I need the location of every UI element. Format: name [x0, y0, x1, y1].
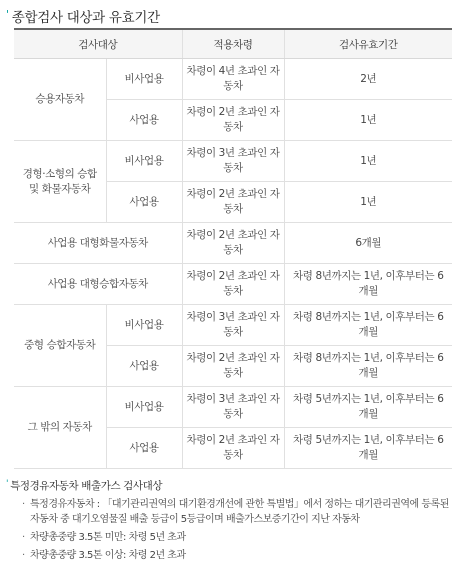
sub-cell: 비사업용	[106, 59, 182, 100]
notes-list	[22, 497, 454, 566]
title-marker-icon: '	[6, 8, 9, 21]
table-row	[14, 141, 452, 182]
valid-cell: 차령 8년까지는 1년, 이후부터는 6개월	[284, 264, 452, 305]
group-cell: 경형·소형의 승합 및 화물자동차	[14, 141, 106, 223]
list-item: · 차량총중량 3.5톤 미만: 차령 5년 초과	[22, 530, 454, 545]
header-valid: 검사유효기간	[284, 29, 452, 59]
valid-cell: 1년	[284, 100, 452, 141]
table-row	[14, 59, 452, 100]
valid-cell: 차령 8년까지는 1년, 이후부터는 6개월	[284, 346, 452, 387]
page-title-text: 종합검사 대상과 유효기간	[11, 10, 160, 26]
target-cell: 사업용 대형승합자동차	[14, 264, 182, 305]
age-cell: 차령이 2년 초과인 자동차	[182, 100, 284, 141]
list-item: · 차량총중량 3.5톤 이상: 차령 2년 초과	[22, 548, 454, 563]
group-cell: 승용자동차	[14, 59, 106, 141]
table-row	[14, 387, 452, 428]
age-cell: 차령이 2년 초과인 자동차	[182, 346, 284, 387]
valid-cell: 차령 8년까지는 1년, 이후부터는 6개월	[284, 305, 452, 346]
group-cell: 그 밖의 자동차	[14, 387, 106, 469]
valid-cell: 차령 5년까지는 1년, 이후부터는 6개월	[284, 387, 452, 428]
valid-cell: 1년	[284, 141, 452, 182]
group-cell: 중형 승합자동차	[14, 305, 106, 387]
age-cell: 차령이 3년 초과인 자동차	[182, 141, 284, 182]
section-heading	[6, 478, 162, 493]
age-cell: 차령이 4년 초과인 자동차	[182, 59, 284, 100]
header-age: 적용차령	[182, 29, 284, 59]
valid-cell: 1년	[284, 182, 452, 223]
age-cell: 차령이 3년 초과인 자동차	[182, 387, 284, 428]
age-cell: 차령이 3년 초과인 자동차	[182, 305, 284, 346]
valid-cell: 6개월	[284, 223, 452, 264]
sub-cell: 사업용	[106, 182, 182, 223]
section-heading-text: 특정경유자동차 배출가스 검사대상	[10, 480, 163, 492]
age-cell: 차령이 2년 초과인 자동차	[182, 223, 284, 264]
sub-cell: 사업용	[106, 100, 182, 141]
inspection-table	[14, 28, 452, 469]
table-header-row	[14, 29, 452, 59]
header-target: 검사대상	[14, 29, 182, 59]
sub-cell: 사업용	[106, 428, 182, 469]
target-cell: 사업용 대형화물자동차	[14, 223, 182, 264]
list-item: · 특정경유자동차 : 「대기관리권역의 대기환경개선에 관한 특별법」에서 정하는 대기관리권역에 등록된 자동차 중 대기오염물질 배출 등급이 5등급이며 배출가스보증기간이 지난 자동차	[22, 497, 454, 527]
table-row	[14, 223, 452, 264]
table-row	[14, 264, 452, 305]
age-cell: 차령이 2년 초과인 자동차	[182, 182, 284, 223]
section-marker-icon: '	[6, 479, 9, 489]
age-cell: 차령이 2년 초과인 자동차	[182, 264, 284, 305]
sub-cell: 비사업용	[106, 387, 182, 428]
age-cell: 차령이 2년 초과인 자동차	[182, 428, 284, 469]
valid-cell: 2년	[284, 59, 452, 100]
sub-cell: 사업용	[106, 346, 182, 387]
table-row	[14, 305, 452, 346]
sub-cell: 비사업용	[106, 141, 182, 182]
page-title	[6, 6, 160, 26]
sub-cell: 비사업용	[106, 305, 182, 346]
valid-cell: 차령 5년까지는 1년, 이후부터는 6개월	[284, 428, 452, 469]
